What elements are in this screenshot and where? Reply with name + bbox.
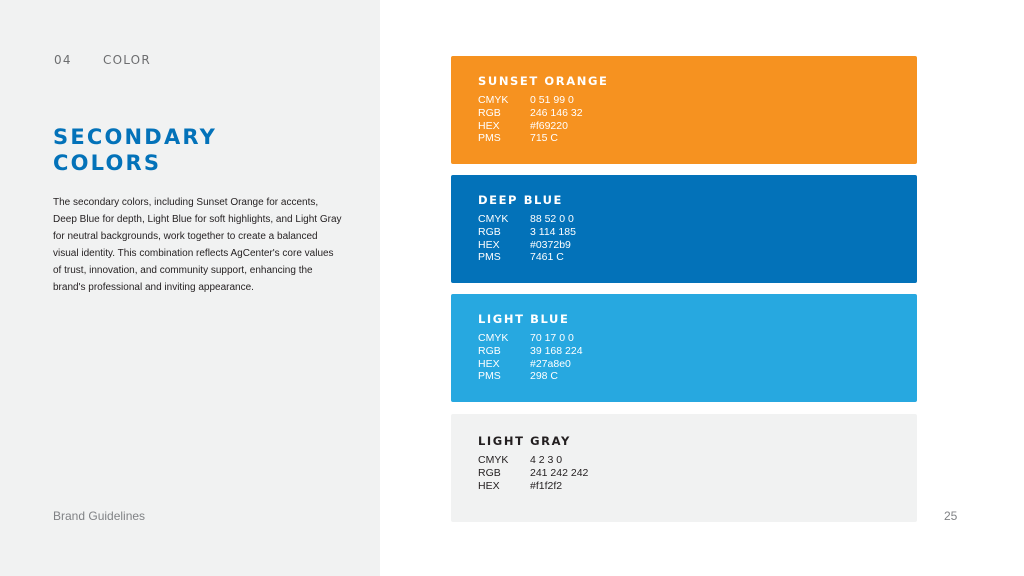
swatch-light-blue xyxy=(451,294,917,402)
spec-value: 3 114 185 xyxy=(530,225,576,238)
spec-value: 88 52 0 0 xyxy=(530,213,574,225)
spec-label: RGB xyxy=(478,466,501,479)
spec-value: 4 2 3 0 xyxy=(530,454,563,466)
page-number: 25 xyxy=(944,509,958,523)
spec-value: 0 51 99 0 xyxy=(530,94,574,106)
swatch-name: LIGHT GRAY xyxy=(478,434,571,448)
spec-label: CMYK xyxy=(478,332,509,344)
spec-row-hex xyxy=(478,358,917,371)
spec-value: 246 146 32 xyxy=(530,106,583,119)
spec-value: 241 242 242 xyxy=(530,466,589,479)
spec-label: HEX xyxy=(478,479,500,492)
swatch-light-gray xyxy=(451,414,917,522)
spec-label: CMYK xyxy=(478,454,509,466)
spec-label: HEX xyxy=(478,119,500,132)
page-title-line-1: SECONDARY xyxy=(53,125,218,149)
spec-label: RGB xyxy=(478,344,501,357)
spec-row-pms xyxy=(478,132,917,145)
section-number: 04 xyxy=(54,53,72,67)
spec-label: PMS xyxy=(478,132,501,145)
spec-value: 298 C xyxy=(530,370,559,383)
swatch-name: LIGHT BLUE xyxy=(478,312,570,326)
spec-row-cmyk xyxy=(478,332,917,345)
spec-value: 715 C xyxy=(530,132,559,145)
section-name: COLOR xyxy=(103,53,151,67)
spec-row-rgb xyxy=(478,467,917,480)
spec-label: HEX xyxy=(478,357,500,370)
swatch-name: DEEP BLUE xyxy=(478,193,563,207)
swatch-sunset-orange xyxy=(451,56,917,164)
spec-row-cmyk xyxy=(478,94,917,107)
spec-row-pms xyxy=(478,370,917,383)
spec-label: HEX xyxy=(478,238,500,251)
brand-guidelines-label: Brand Guidelines xyxy=(53,509,146,523)
page-title xyxy=(53,124,353,176)
spec-value: #0372b9 xyxy=(530,238,571,251)
spec-row-rgb xyxy=(478,345,917,358)
spec-label: CMYK xyxy=(478,94,509,106)
swatch-deep-blue xyxy=(451,175,917,283)
spec-value: #f1f2f2 xyxy=(530,479,563,492)
spec-row-cmyk xyxy=(478,213,917,226)
spec-row-hex xyxy=(478,480,917,493)
spec-row-rgb xyxy=(478,107,917,120)
spec-row-hex xyxy=(478,120,917,133)
spec-value: 7461 C xyxy=(530,251,564,264)
spec-label: CMYK xyxy=(478,213,509,225)
spec-value: #27a8e0 xyxy=(530,357,571,370)
spec-value: #f69220 xyxy=(530,119,568,132)
page-title-line-2: COLORS xyxy=(53,151,162,175)
spec-value: 39 168 224 xyxy=(530,344,583,357)
spec-row-hex xyxy=(478,239,917,252)
spec-label: RGB xyxy=(478,106,501,119)
spec-row-pms xyxy=(478,251,917,264)
spec-row-rgb xyxy=(478,226,917,239)
left-panel xyxy=(0,0,380,576)
description-paragraph: The secondary colors, including Sunset Orange for accents, Deep Blue for depth, Light Blue for soft highlights, and Light Gray for neutral backgrounds, work together to create a balanced visual identity. This combination reflects AgCenter's core values of trust, innovation, and community support, enhancing the brand's professional and inviting appearance. xyxy=(53,197,342,293)
spec-label: RGB xyxy=(478,225,501,238)
spec-label: PMS xyxy=(478,370,501,383)
swatch-name: SUNSET ORANGE xyxy=(478,74,609,88)
spec-value: 70 17 0 0 xyxy=(530,332,574,344)
spec-row-cmyk xyxy=(478,454,917,467)
spec-label: PMS xyxy=(478,251,501,264)
